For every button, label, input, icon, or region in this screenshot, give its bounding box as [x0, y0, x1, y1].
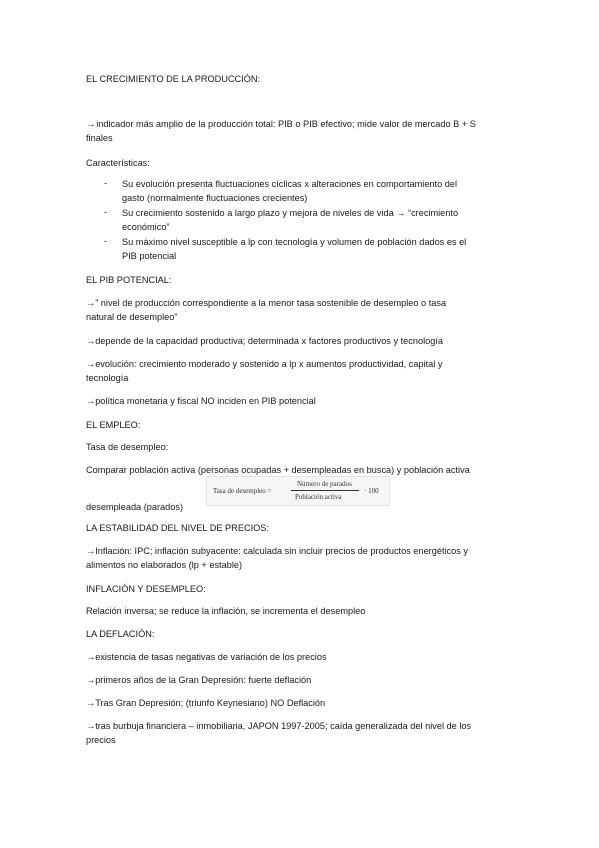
arrow-icon: →	[86, 546, 96, 556]
paragraph-desempleada: desempleada (parados)	[86, 502, 184, 512]
paragraph-potencial-2: →depende de la capacidad productiva; determinada x factores productivos y tecnología	[86, 336, 444, 346]
arrow-icon: →	[86, 675, 96, 685]
bullet-2-line2: económico”	[122, 222, 170, 232]
arrow-icon: →	[86, 698, 96, 708]
formula-numerator: Número de parados	[297, 480, 352, 488]
paragraph-deflacion-4: →tras burbuja financiera – inmobiliaria, JAPON 1997-2005; caída generalizada del nivel de los	[86, 721, 472, 731]
formula-right: · 100	[364, 487, 379, 495]
paragraph-pib: →indicador más amplio de la producción total: PIB o PIB efectivo; mide valor de mercado B + S	[86, 119, 476, 129]
arrow-icon: →	[86, 336, 96, 346]
label-tasa-desempleo: Tasa de desempleo:	[86, 442, 169, 452]
arrow-icon: →	[86, 721, 96, 731]
paragraph-deflacion-1: →existencia de tasas negativas de variación de los precios	[86, 652, 327, 662]
bullet-1-line1: Su evolución presenta fluctuaciones cíclicas x alteraciones en comportamiento del	[122, 179, 458, 189]
label-caracteristicas: Características:	[86, 158, 150, 168]
arrow-icon: →	[86, 298, 96, 308]
paragraph-inflacion-cont: alimentos no elaborados (lp + estable)	[86, 560, 243, 570]
heading-pib-potencial: EL PIB POTENCIAL:	[86, 275, 172, 285]
arrow-icon: →	[86, 119, 96, 129]
arrow-icon: →	[86, 359, 96, 369]
arrow-icon: →	[396, 208, 406, 218]
paragraph-potencial-1-cont: natural de desempleo”	[86, 312, 178, 322]
formula-image	[206, 476, 390, 506]
heading-deflacion: LA DEFLACIÓN:	[86, 629, 155, 639]
fraction-bar	[291, 490, 359, 491]
heading-estabilidad-precios: LA ESTABILIDAD DEL NIVEL DE PRECIOS:	[86, 523, 269, 533]
bullet-mark: -	[104, 236, 108, 246]
paragraph-inflacion: →Inflación: IPC; inflación subyacente: calculada sin incluir precios de productos energéticos y	[86, 546, 468, 556]
heading-empleo: EL EMPLEO:	[86, 420, 141, 430]
paragraph-potencial-3-cont: tecnología	[86, 373, 129, 383]
paragraph-potencial-1: →” nivel de producción correspondiente a la menor tasa sostenible de desempleo o tasa	[86, 298, 447, 308]
bullet-1-line2: gasto (normalmente fluctuaciones crecientes)	[122, 193, 308, 203]
heading-crecimiento: EL CRECIMIENTO DE LA PRODUCCIÓN:	[86, 74, 261, 84]
paragraph-relacion: Relación inversa; se reduce la inflación, se incrementa el desempleo	[86, 606, 366, 616]
bullet-3-line1: Su máximo nivel susceptible a lp con tecnología y volumen de población dados es el	[122, 237, 467, 247]
paragraph-potencial-3: →evolución: crecimiento moderado y sostenido a lp x aumentos productividad, capital y	[86, 359, 443, 369]
paragraph-comparar: Comparar población activa (personas ocupadas + desempleadas en busca) y población activa	[86, 465, 470, 475]
paragraph-pib-cont: finales	[86, 133, 113, 143]
paragraph-potencial-4: →política monetaria y fiscal NO inciden en PIB potencial	[86, 396, 316, 406]
formula-denominator: Población activa	[295, 493, 342, 501]
paragraph-deflacion-3: →Tras Gran Depresión; (triunfo Keynesiano) NO Deflación	[86, 698, 326, 708]
heading-inflacion-desempleo: INFLACIÓN Y DESEMPLEO:	[86, 584, 206, 594]
bullet-mark: -	[104, 178, 108, 188]
formula-left: Tasa de desempleo =	[213, 487, 272, 495]
arrow-icon: →	[86, 396, 96, 406]
paragraph-deflacion-2: →primeros años de la Gran Depresión: fuerte deflación	[86, 675, 312, 685]
bullet-mark: -	[104, 207, 108, 217]
arrow-icon: →	[86, 652, 96, 662]
bullet-3-line2: PIB potencial	[122, 251, 177, 261]
paragraph-deflacion-4-cont: precios	[86, 735, 116, 745]
bullet-2-line1: Su crecimiento sostenido a largo plazo y mejora de niveles de vida → “crecimiento	[122, 208, 459, 218]
